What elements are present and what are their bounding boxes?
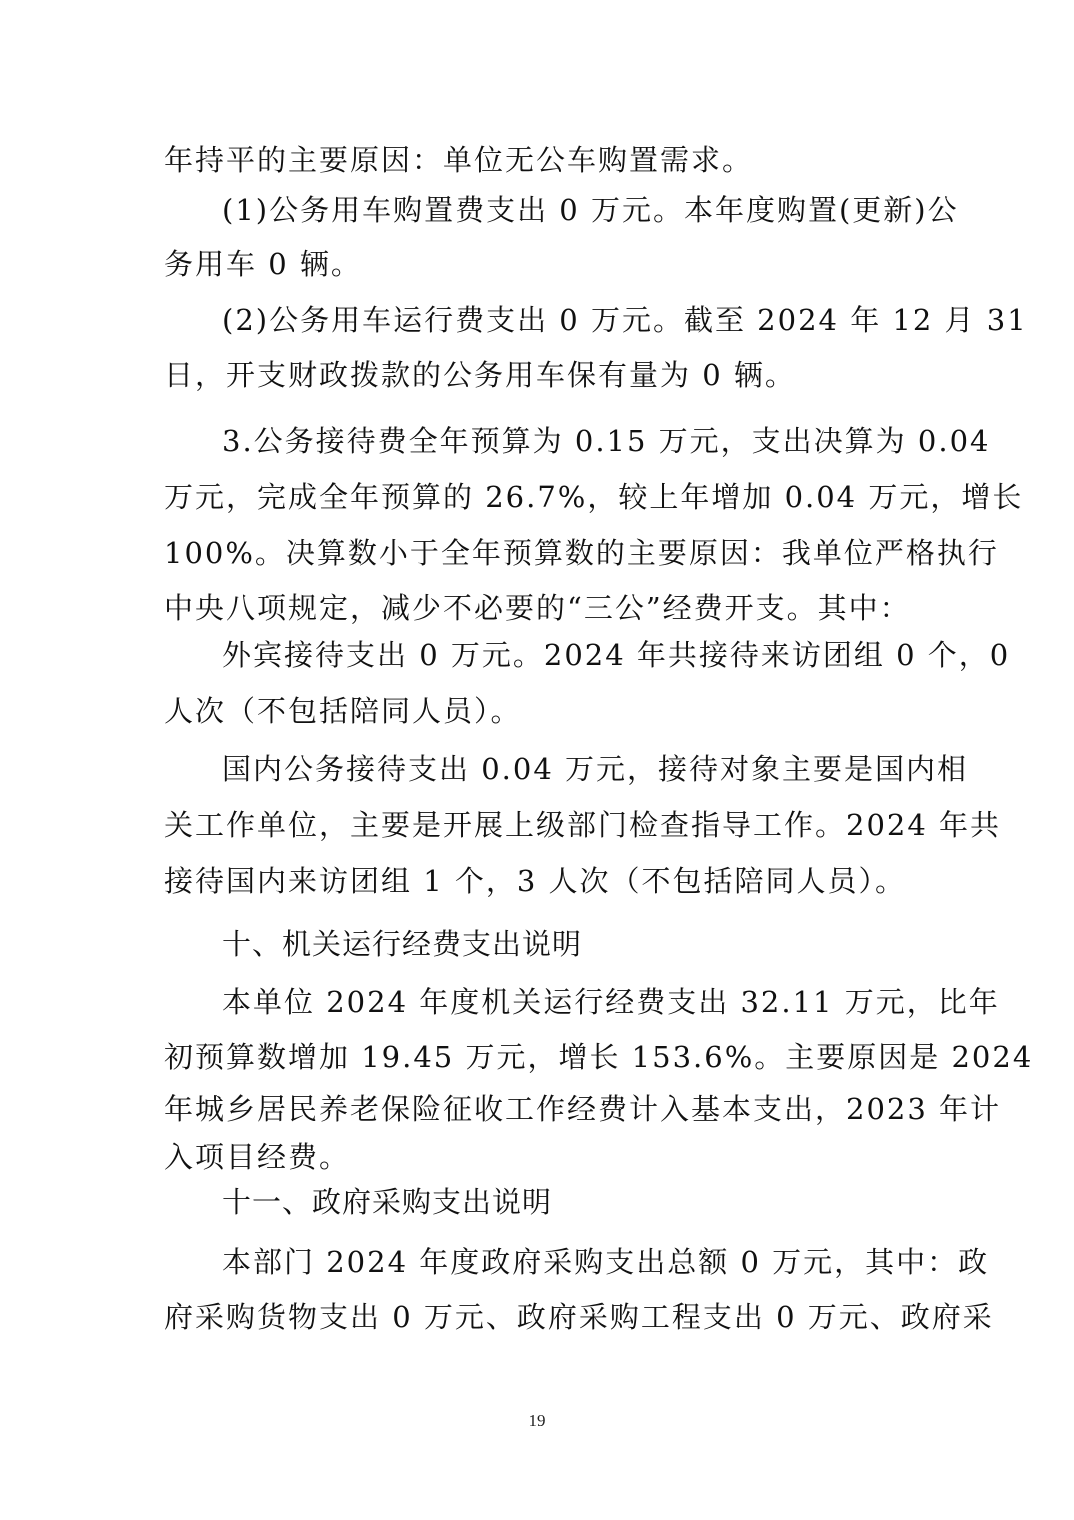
paragraph-line: 国内公务接待支出 0.04 万元，接待对象主要是国内相 (222, 752, 969, 786)
paragraph-line: (2)公务用车运行费支出 0 万元。截至 2024 年 12 月 31 (222, 303, 1028, 337)
paragraph-line: 日，开支财政拨款的公务用车保有量为 0 辆。 (164, 358, 796, 392)
paragraph-line: 入项目经费。 (164, 1140, 351, 1174)
section-heading: 十、机关运行经费支出说明 (222, 927, 583, 961)
paragraph-line: 初预算数增加 19.45 万元，增长 153.6%。主要原因是 2024 (164, 1040, 1034, 1074)
paragraph-line: 万元，完成全年预算的 26.7%，较上年增加 0.04 万元，增长 (164, 480, 1024, 514)
section-heading: 十一、政府采购支出说明 (222, 1185, 553, 1219)
paragraph-line: 务用车 0 辆。 (164, 247, 362, 281)
paragraph-line: 3.公务接待费全年预算为 0.15 万元，支出决算为 0.04 (222, 424, 991, 458)
paragraph-line: 本单位 2024 年度机关运行经费支出 32.11 万元，比年 (222, 985, 1000, 1019)
paragraph-line: 府采购货物支出 0 万元、政府采购工程支出 0 万元、政府采 (164, 1300, 994, 1334)
paragraph-line: 外宾接待支出 0 万元。2024 年共接待来访团组 0 个，0 (222, 638, 1011, 672)
paragraph-line: 年城乡居民养老保险征收工作经费计入基本支出，2023 年计 (164, 1092, 1002, 1126)
paragraph-line: 人次（不包括陪同人员）。 (164, 694, 522, 728)
page-number: 19 (528, 1411, 546, 1430)
paragraph-line: 接待国内来访团组 1 个，3 人次（不包括陪同人员）。 (164, 864, 907, 898)
paragraph-line: (1)公务用车购置费支出 0 万元。本年度购置(更新)公 (222, 193, 959, 227)
paragraph-line: 100%。决算数小于全年预算数的主要原因：我单位严格执行 (164, 536, 999, 570)
paragraph-line: 中央八项规定，减少不必要的“三公”经费开支。其中： (164, 591, 911, 625)
paragraph-line: 关工作单位，主要是开展上级部门检查指导工作。2024 年共 (164, 808, 1002, 842)
paragraph-line: 本部门 2024 年度政府采购支出总额 0 万元，其中：政 (222, 1245, 990, 1279)
paragraph-line: 年持平的主要原因：单位无公车购置需求。 (164, 143, 754, 177)
